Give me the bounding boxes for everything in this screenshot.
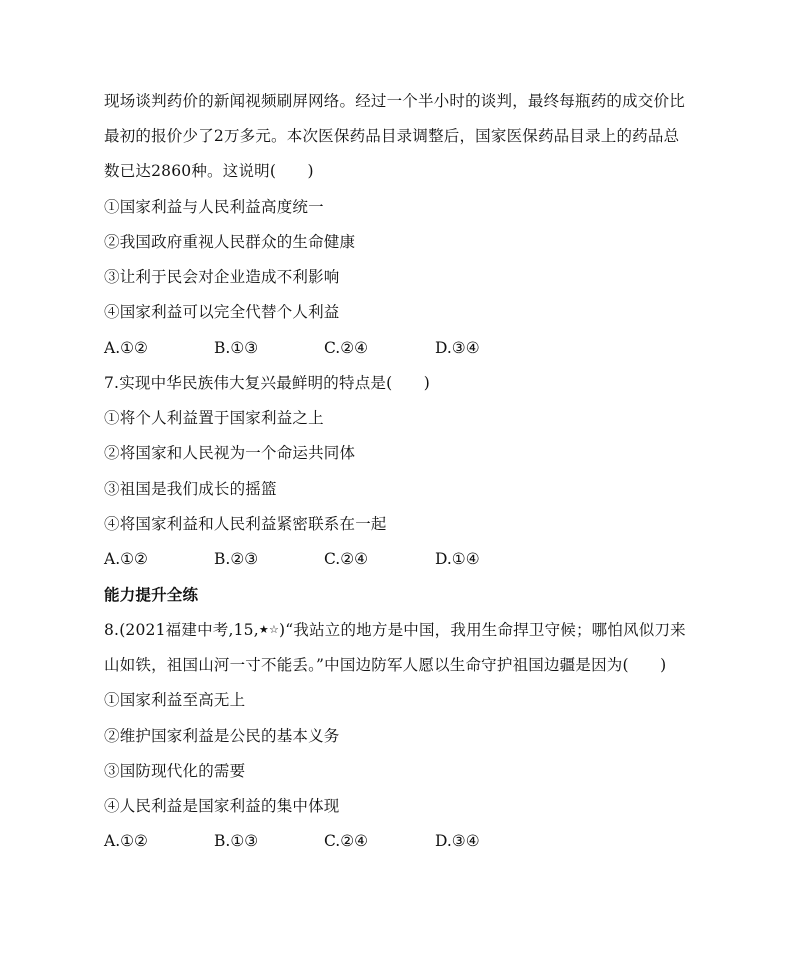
q8-item-1: ①国家利益至高无上	[104, 691, 246, 709]
q7-item-2: ②将国家和人民视为一个命运共同体	[104, 444, 356, 462]
q8-item-4: ④人民利益是国家利益的集中体现	[104, 797, 340, 815]
q6-option-d: D.③④	[435, 339, 480, 357]
q7-stem: 7.实现中华民族伟大复兴最鲜明的特点是( )	[104, 374, 430, 392]
q8-option-c: C.②④	[324, 832, 369, 850]
q8-option-a: A.①②	[104, 832, 148, 850]
q8-stem-line-2: 山如铁，祖国山河一寸不能丢。”中国边防军人愿以生命守护祖国边疆是因为( )	[104, 656, 667, 674]
q6-option-a: A.①②	[104, 339, 148, 357]
passage-line-1: 现场谈判药价的新闻视频刷屏网络。经过一个半小时的谈判，最终每瓶药的成交价比	[104, 92, 685, 110]
q6-item-2: ②我国政府重视人民群众的生命健康	[104, 233, 356, 251]
q8-stem-prefix: 8.(2021福建中考,15,	[104, 621, 259, 639]
q7-item-3: ③祖国是我们成长的摇篮	[104, 480, 277, 498]
q8-stem-line-1	[104, 620, 686, 640]
q8-option-d: D.③④	[435, 832, 480, 850]
q6-item-4: ④国家利益可以完全代替个人利益	[104, 303, 340, 321]
q6-item-1: ①国家利益与人民利益高度统一	[104, 198, 324, 216]
q7-option-c: C.②④	[324, 550, 369, 568]
passage-line-3: 数已达2860种。这说明( )	[104, 162, 314, 180]
q7-item-4: ④将国家利益和人民利益紧密联系在一起	[104, 515, 387, 533]
difficulty-star-empty-icon: ☆	[268, 623, 279, 636]
q8-option-b: B.①③	[214, 832, 259, 850]
q8-item-3: ③国防现代化的需要	[104, 762, 246, 780]
q7-option-b: B.②③	[214, 550, 259, 568]
q6-option-c: C.②④	[324, 339, 369, 357]
difficulty-star-filled-icon: ★	[258, 623, 269, 636]
passage-line-2: 最初的报价少了2万多元。本次医保药品目录调整后，国家医保药品目录上的药品总	[104, 127, 680, 145]
q8-item-2: ②维护国家利益是公民的基本义务	[104, 727, 340, 745]
q6-item-3: ③让利于民会对企业造成不利影响	[104, 268, 340, 286]
q6-option-b: B.①③	[214, 339, 259, 357]
q7-item-1: ①将个人利益置于国家利益之上	[104, 409, 324, 427]
q7-option-a: A.①②	[104, 550, 148, 568]
q7-option-d: D.①④	[435, 550, 480, 568]
q8-stem-rest: )“我站立的地方是中国，我用生命捍卫守候；哪怕风似刀来	[279, 621, 686, 639]
section-heading: 能力提升全练	[104, 586, 199, 604]
